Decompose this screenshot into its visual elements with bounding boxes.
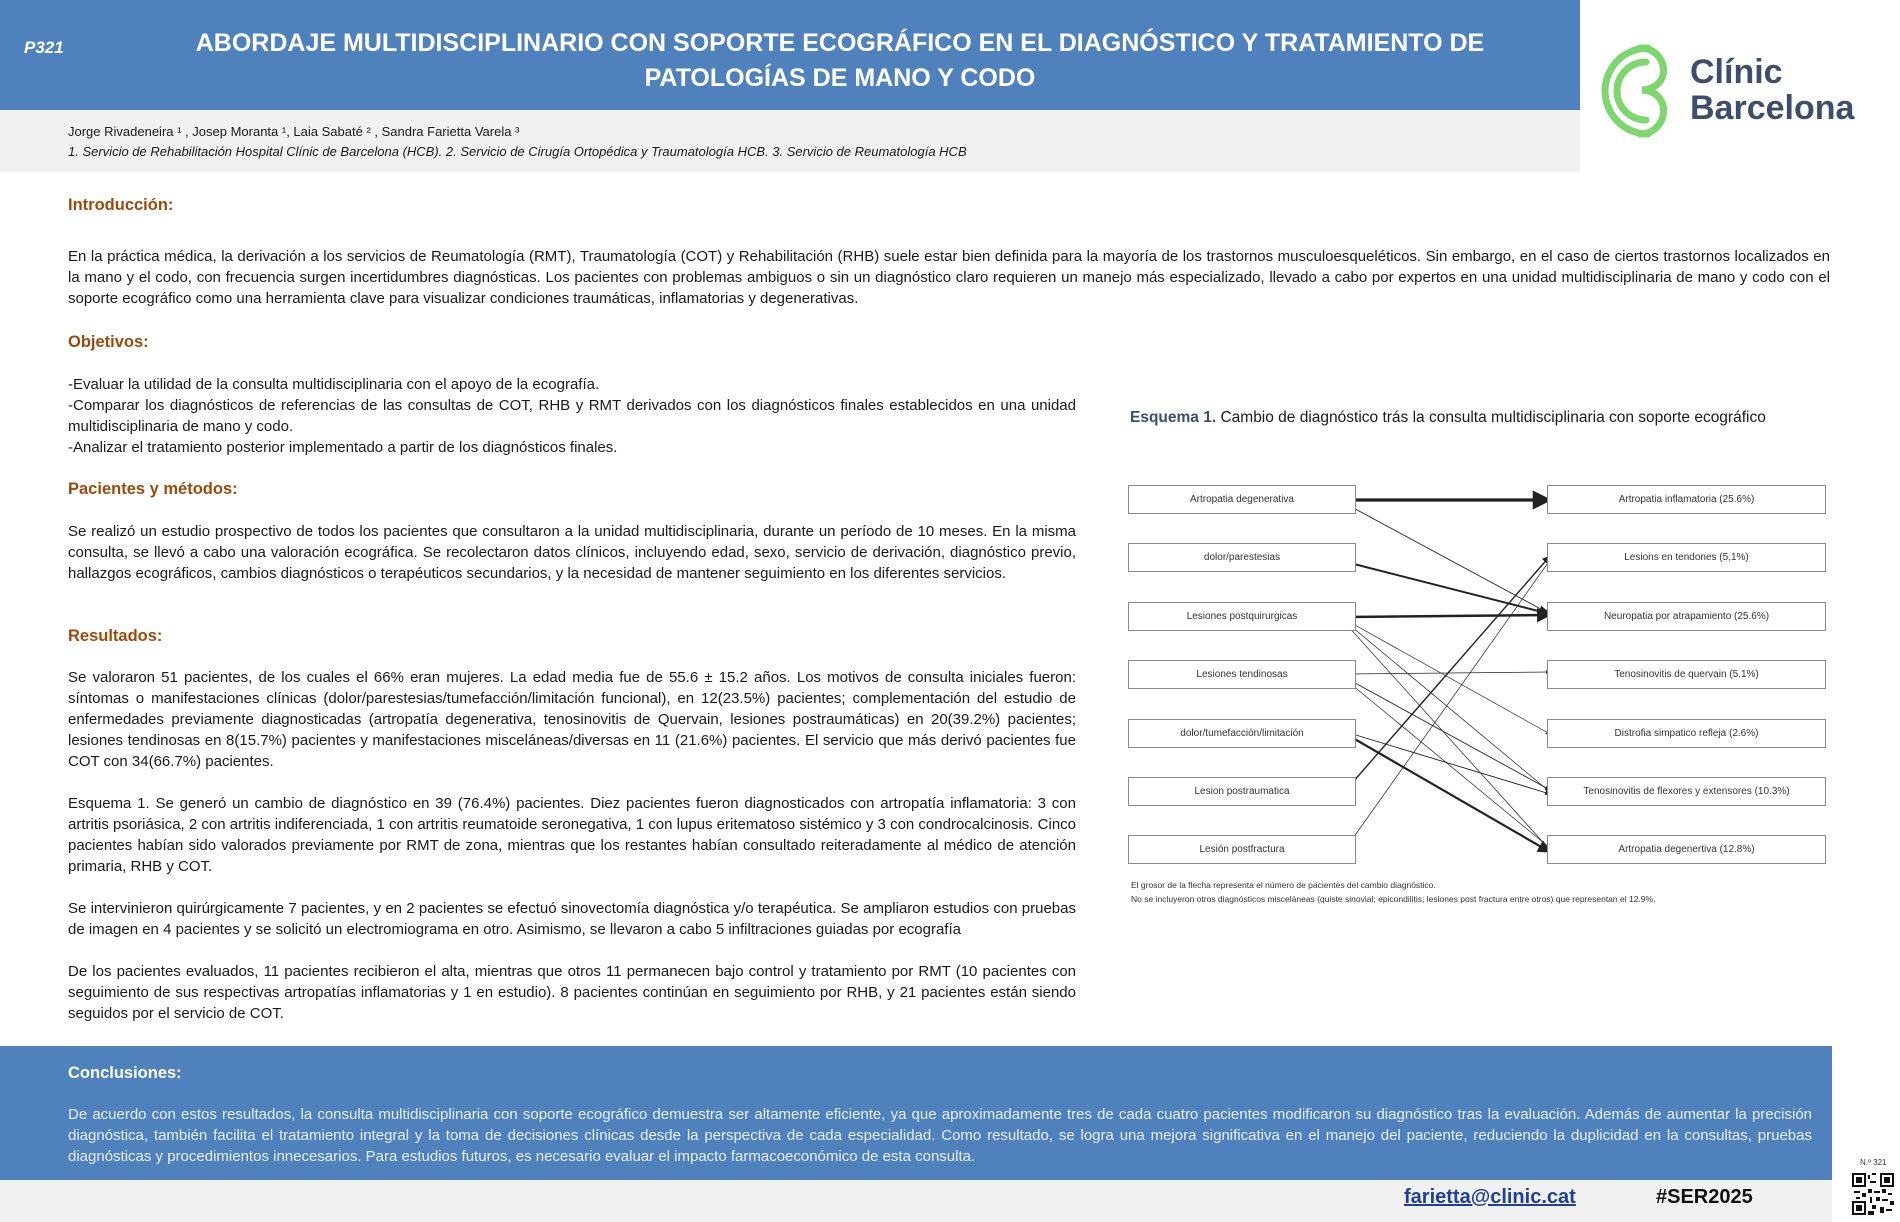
source-box-4: Lesiones tendinosas [1128, 660, 1356, 689]
results-paragraph-2: Esquema 1. Se generó un cambio de diagnóstico en 39 (76.4%) pacientes. Diez pacientes fueron diagnosticados con artropatía inflamatoria: 3 con artritis psoriásica, 2 con artritis indiferenciada, 1 con artritis reumatoide seronegativa, 1 con lupus eritematoso sistémico y 3 con condrocalcinosis. Cinco pacientes habían sido valorados previamente por RMT de zona, mientras que los restantes habían consultado reiteradamente al médico de atención primaria, RHB y COT. [68, 795, 1076, 875]
source-box-1: Artropatia degenerativa [1128, 485, 1356, 514]
methods-heading: Pacientes y métodos: [68, 480, 238, 498]
target-box-7: Artropatia degenertiva (12.8%) [1547, 835, 1826, 864]
affiliations: 1. Servicio de Rehabilitación Hospital Clínic de Barcelona (HCB). 2. Servicio de Cirugía Ortopédica y Traumatología HCB. 3. Servicio de Reumatología HCB [68, 144, 967, 159]
logo-line-2: Barcelona [1690, 89, 1855, 127]
scheme-caption: Cambio de diagnóstico trás la consulta multidisciplinaria con soporte ecográfico [1216, 409, 1766, 426]
arrow-postquirurgicas-tenosinovitis [1346, 622, 1550, 792]
objective-item-1: -Evaluar la utilidad de la consulta multidisciplinaria con el apoyo de la ecografía. [68, 376, 600, 393]
arrow-postquirurgicas-degenerativa [1346, 624, 1550, 850]
objectives-list [68, 374, 1076, 458]
target-box-5: Distrofia simpatico refleja (2.6%) [1547, 719, 1826, 748]
arrow-tumefaccion-tenosinovitis [1346, 732, 1550, 794]
congress-hashtag: #SER2025 [1656, 1186, 1753, 1208]
conclusions-text: De acuerdo con estos resultados, la consulta multidisciplinaria con soporte ecográfico demuestra ser altamente eficiente, ya que aproximadamente tres de cada cuatro pacientes modificaron su diagnóstico tras la evaluación. Además de aumentar la precisión diagnóstica, también facilita el tratamiento integral y la toma de decisiones clínicas desde la perspectiva de cada especialidad. Como resultado, se logra una mejora significativa en el manejo del paciente, reduciendo la duplicidad en la consultas, pruebas diagnósticas y procedimientos innecesarios. Para estudios futuros, es necesario evaluar el impacto farmacoeconómico de esta consulta. [68, 1106, 1812, 1165]
qr-code-icon[interactable] [1852, 1172, 1894, 1216]
arrow-postquirurgicas-distrofia [1346, 620, 1550, 734]
authors: Jorge Rivadeneira ¹ , Josep Moranta ¹, Laia Sabaté ² , Sandra Farietta Varela ³ [68, 124, 520, 139]
qr-label: N.º 321 [1860, 1158, 1887, 1167]
target-box-4: Tenosinovitis de quervain (5.1%) [1547, 660, 1826, 689]
results-paragraph-3: Se intervinieron quirúrgicamente 7 pacientes, y en 2 pacientes se efectuó sinovectomía diagnóstica y/o terapéutica. Se ampliaron estudios con pruebas de imagen en 4 pacientes y se solicitó un electromiograma en otro. Asimismo, se llevaron a cabo 5 infiltraciones guiadas por ecografía [68, 900, 1076, 938]
arrow-tumefaccion-degenerativa [1346, 734, 1550, 852]
target-box-3: Neuropatia por atrapamiento (25.6%) [1547, 602, 1826, 631]
objectives-heading: Objetivos: [68, 333, 149, 351]
arrow-tendinosas-tenosinovitis [1346, 678, 1550, 790]
objective-item-2: -Comparar los diagnósticos de referencias de las consultas de COT, RHB y RMT derivados con los diagnósticos finales establecidos en una unidad multidisciplinaria de mano y codo. [68, 397, 1076, 435]
logo-line-1: Clínic [1690, 53, 1783, 91]
diagram-note-2: No se incluyeron otros diagnósticos misceláneas (quiste sinovial; epicondilitis; lesiones post fractura entre otros) que representan el 12.9%. [1131, 894, 1656, 904]
logo-text [1690, 54, 1854, 126]
source-box-6: Lesion postraumatica [1128, 777, 1356, 806]
source-box-2: dolor/parestesias [1128, 543, 1356, 572]
header-band [0, 0, 1580, 110]
clinic-logo-icon [1590, 38, 1690, 148]
source-box-5: dolor/tumefacción/limitación [1128, 719, 1356, 748]
conclusions-heading: Conclusiones: [68, 1064, 182, 1082]
target-box-1: Artropatia inflamatoria (25.6%) [1547, 485, 1826, 514]
results-heading: Resultados: [68, 627, 163, 645]
intro-text: En la práctica médica, la derivación a los servicios de Reumatología (RMT), Traumatología (COT) y Rehabilitación (RHB) suele estar bien definida para la mayoría de los trastornos musculoesqueléticos. Sin embargo, en el caso de ciertos trastornos localizados en la mano y el codo, con frecuencia surgen incertidumbres diagnósticas. Los pacientes con problemas ambiguos o sin un diagnóstico claro requieren un manejo más especializado, llevado a cabo por expertos en una unidad multidisciplinaria de mano y codo con el soporte ecográfico como una herramienta clave para visualizar condiciones traumáticas, inflamatorias y degenerativas. [68, 248, 1830, 307]
contact-email-link[interactable]: farietta@clinic.cat [1404, 1186, 1576, 1208]
arrow-postquirurgicas-neuropatia [1346, 615, 1550, 617]
clinic-barcelona-logo [1590, 20, 1890, 150]
target-box-6: Tenosinovitis de flexores y extensores (10.3%) [1547, 777, 1826, 806]
arrow-degenerativa-neuropatia [1346, 504, 1550, 614]
poster-id: P321 [24, 38, 64, 57]
authors-band [0, 110, 1580, 172]
arrow-parestesias-neuropatia [1346, 562, 1550, 614]
source-box-3: Lesiones postquirurgicas [1128, 602, 1356, 631]
source-box-7: Lesión postfractura [1128, 835, 1356, 864]
intro-heading: Introducción: [68, 196, 174, 214]
arrow-postfractura-tendones [1346, 560, 1550, 848]
poster-title: ABORDAJE MULTIDISCIPLINARIO CON SOPORTE ECOGRÁFICO EN EL DIAGNÓSTICO Y TRATAMIENTO DE PATOLOGÍAS DE MANO Y CODO [195, 29, 1485, 92]
results-paragraph-1: Se valoraron 51 pacientes, de los cuales el 66% eran mujeres. La edad media fue de 55.6 ± 15.2 años. Los motivos de consulta iniciales fueron: síntomas o manifestaciones clínicas (dolor/parestesias/tumefacción/limitación funcional), en 12(23.5%) pacientes; complementación del estudio de enfermedades previamente diagnosticadas (artropatía degenerativa, tenosinovitis de Quervain, lesiones postraumáticas) en 20(39.2%) pacientes; lesiones tendinosas en 8(15.7%) pacientes y manifestaciones misceláneas/diversas en 11 (21.6%) pacientes. El servicio que más derivó pacientes fue COT con 34(66.7%) pacientes. [68, 669, 1076, 770]
methods-text: Se realizó un estudio prospectivo de todos los pacientes que consultaron a la unidad multidisciplinaria, durante un período de 10 meses. En la misma consulta, se llevó a cabo una valoración ecográfica. Se recolectaron datos clínicos, incluyendo edad, sexo, servicio de derivación, diagnóstico previo, hallazgos ecográficos, cambios diagnósticos o terapéuticos secundarios, y la necesidad de mantener seguimiento en los diferentes servicios. [68, 523, 1076, 582]
arrow-tendinosas-degenerativa [1346, 680, 1550, 848]
results-paragraph-4: De los pacientes evaluados, 11 pacientes recibieron el alta, mientras que otros 11 permanecen bajo control y tratamiento por RMT (10 pacientes con seguimiento de sus respectivas artropatías inflamatorias y 1 en estudio). 8 pacientes continúan en seguimiento por RHB, y 21 pacientes están siendo seguidos por el servicio de COT. [68, 963, 1076, 1022]
scheme-label: Esquema 1. [1130, 409, 1217, 426]
arrow-postraumatica-tendones [1346, 556, 1550, 790]
diagram-note-1: El grosor de la flecha representa el número de pacientes del cambio diagnóstico. [1131, 880, 1436, 890]
scheme-title [1130, 409, 1766, 427]
target-box-2: Lesions en tendones (5,1%) [1547, 543, 1826, 572]
objective-item-3: -Analizar el tratamiento posterior implementado a partir de los diagnósticos finales. [68, 439, 618, 456]
